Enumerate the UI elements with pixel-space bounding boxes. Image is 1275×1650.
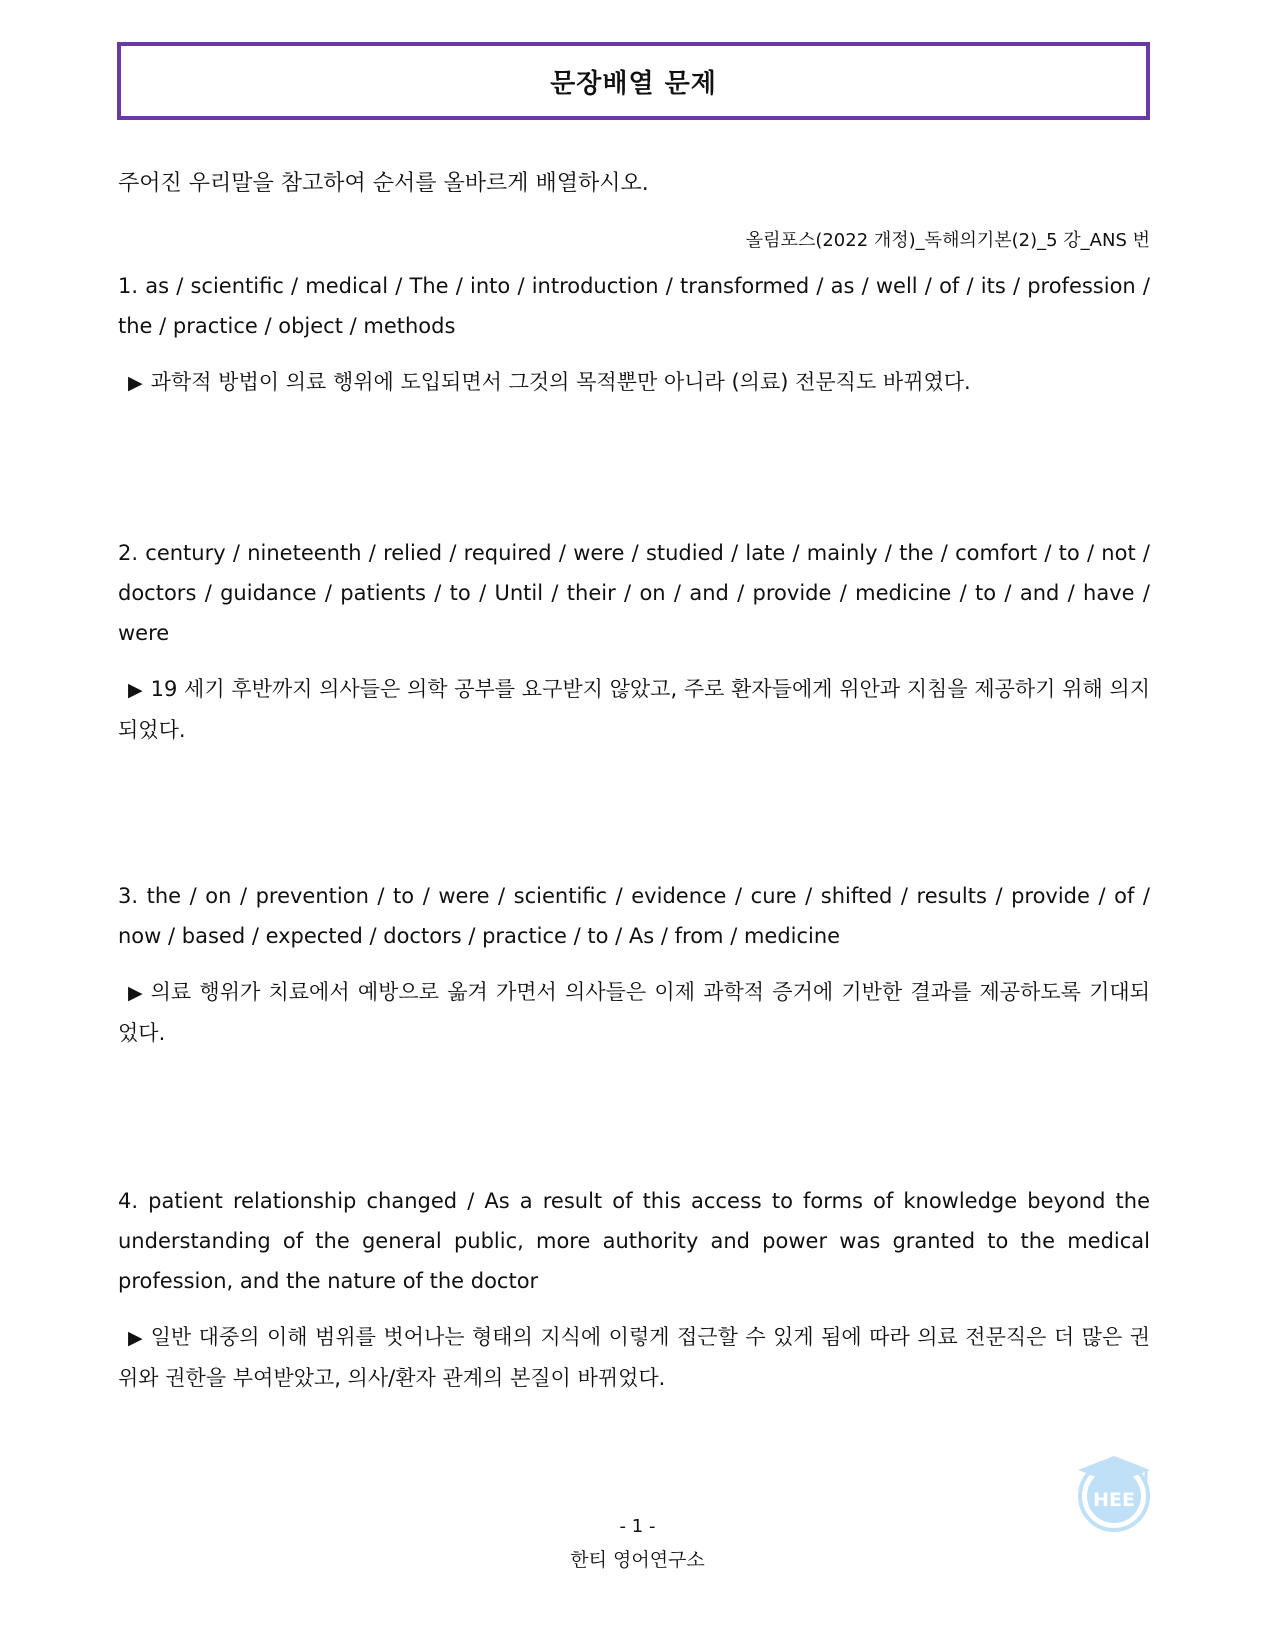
korean-hint (118, 1317, 1150, 1398)
triangle-marker-icon: ▶ (128, 679, 143, 701)
korean-hint-text: 의료 행위가 치료에서 예방으로 옮겨 가면서 의사들은 이제 과학적 증거에 기반한 결과를 제공하도록 기대되었다. (118, 980, 1150, 1045)
korean-hint (118, 362, 1150, 403)
triangle-marker-icon: ▶ (128, 982, 143, 1004)
korean-hint-text: 과학적 방법이 의료 행위에 도입되면서 그것의 목적뿐만 아니라 (의료) 전문직도 바뀌였다. (150, 370, 971, 394)
word-list: 3. the / on / prevention / to / were / scientific / evidence / cure / shifted / results / provide / of / now / based / expected / doctors / practice / to / As / from / medicine (118, 884, 1150, 948)
logo-text: HEE (1093, 1489, 1135, 1511)
source-reference: 올림포스(2022 개정)_독해의기본(2)_5 강_ANS 번 (745, 230, 1150, 251)
question-item-3 (118, 876, 1150, 1053)
triangle-marker-icon: ▶ (128, 372, 143, 394)
page-title: 문장배열 문제 (550, 68, 717, 99)
word-list: 1. as / scientific / medical / The / into / introduction / transformed / as / well / of / its / profession / the / practice / object / methods (118, 274, 1150, 338)
korean-hint (118, 972, 1150, 1053)
organization-name: 한티 영어연구소 (570, 1549, 705, 1571)
korean-hint-text: 19 세기 후반까지 의사들은 의학 공부를 요구받지 않았고, 주로 환자들에게 위안과 지침을 제공하기 위해 의지되었다. (118, 677, 1150, 742)
page-number: - 1 - (619, 1516, 656, 1537)
question-item-4 (118, 1181, 1150, 1398)
korean-hint-text: 일반 대중의 이해 범위를 벗어나는 형태의 지식에 이렇게 접근할 수 있게 됨에 따라 의료 전문직은 더 많은 권위와 권한을 부여받았고, 의사/환자 관계의 본질이 바뀌었다. (118, 1325, 1150, 1390)
title-box (117, 42, 1150, 120)
korean-hint (118, 669, 1150, 750)
question-item-1 (118, 266, 1150, 403)
question-item-2 (118, 533, 1150, 750)
triangle-marker-icon: ▶ (128, 1327, 143, 1349)
word-list: 2. century / nineteenth / relied / required / were / studied / late / mainly / the / comfort / to / not / doctors / guidance / patients / to / Until / their / on / and / provide / medicine / to / and / have / were (118, 541, 1150, 645)
graduation-cap-logo-icon (1072, 1450, 1156, 1534)
word-list: 4. patient relationship changed / As a result of this access to forms of knowledge beyond the understanding of the general public, more authority and power was granted to the medical profession, and the nature of the doctor (118, 1189, 1150, 1293)
instruction-text: 주어진 우리말을 참고하여 순서를 올바르게 배열하시오. (118, 171, 649, 196)
